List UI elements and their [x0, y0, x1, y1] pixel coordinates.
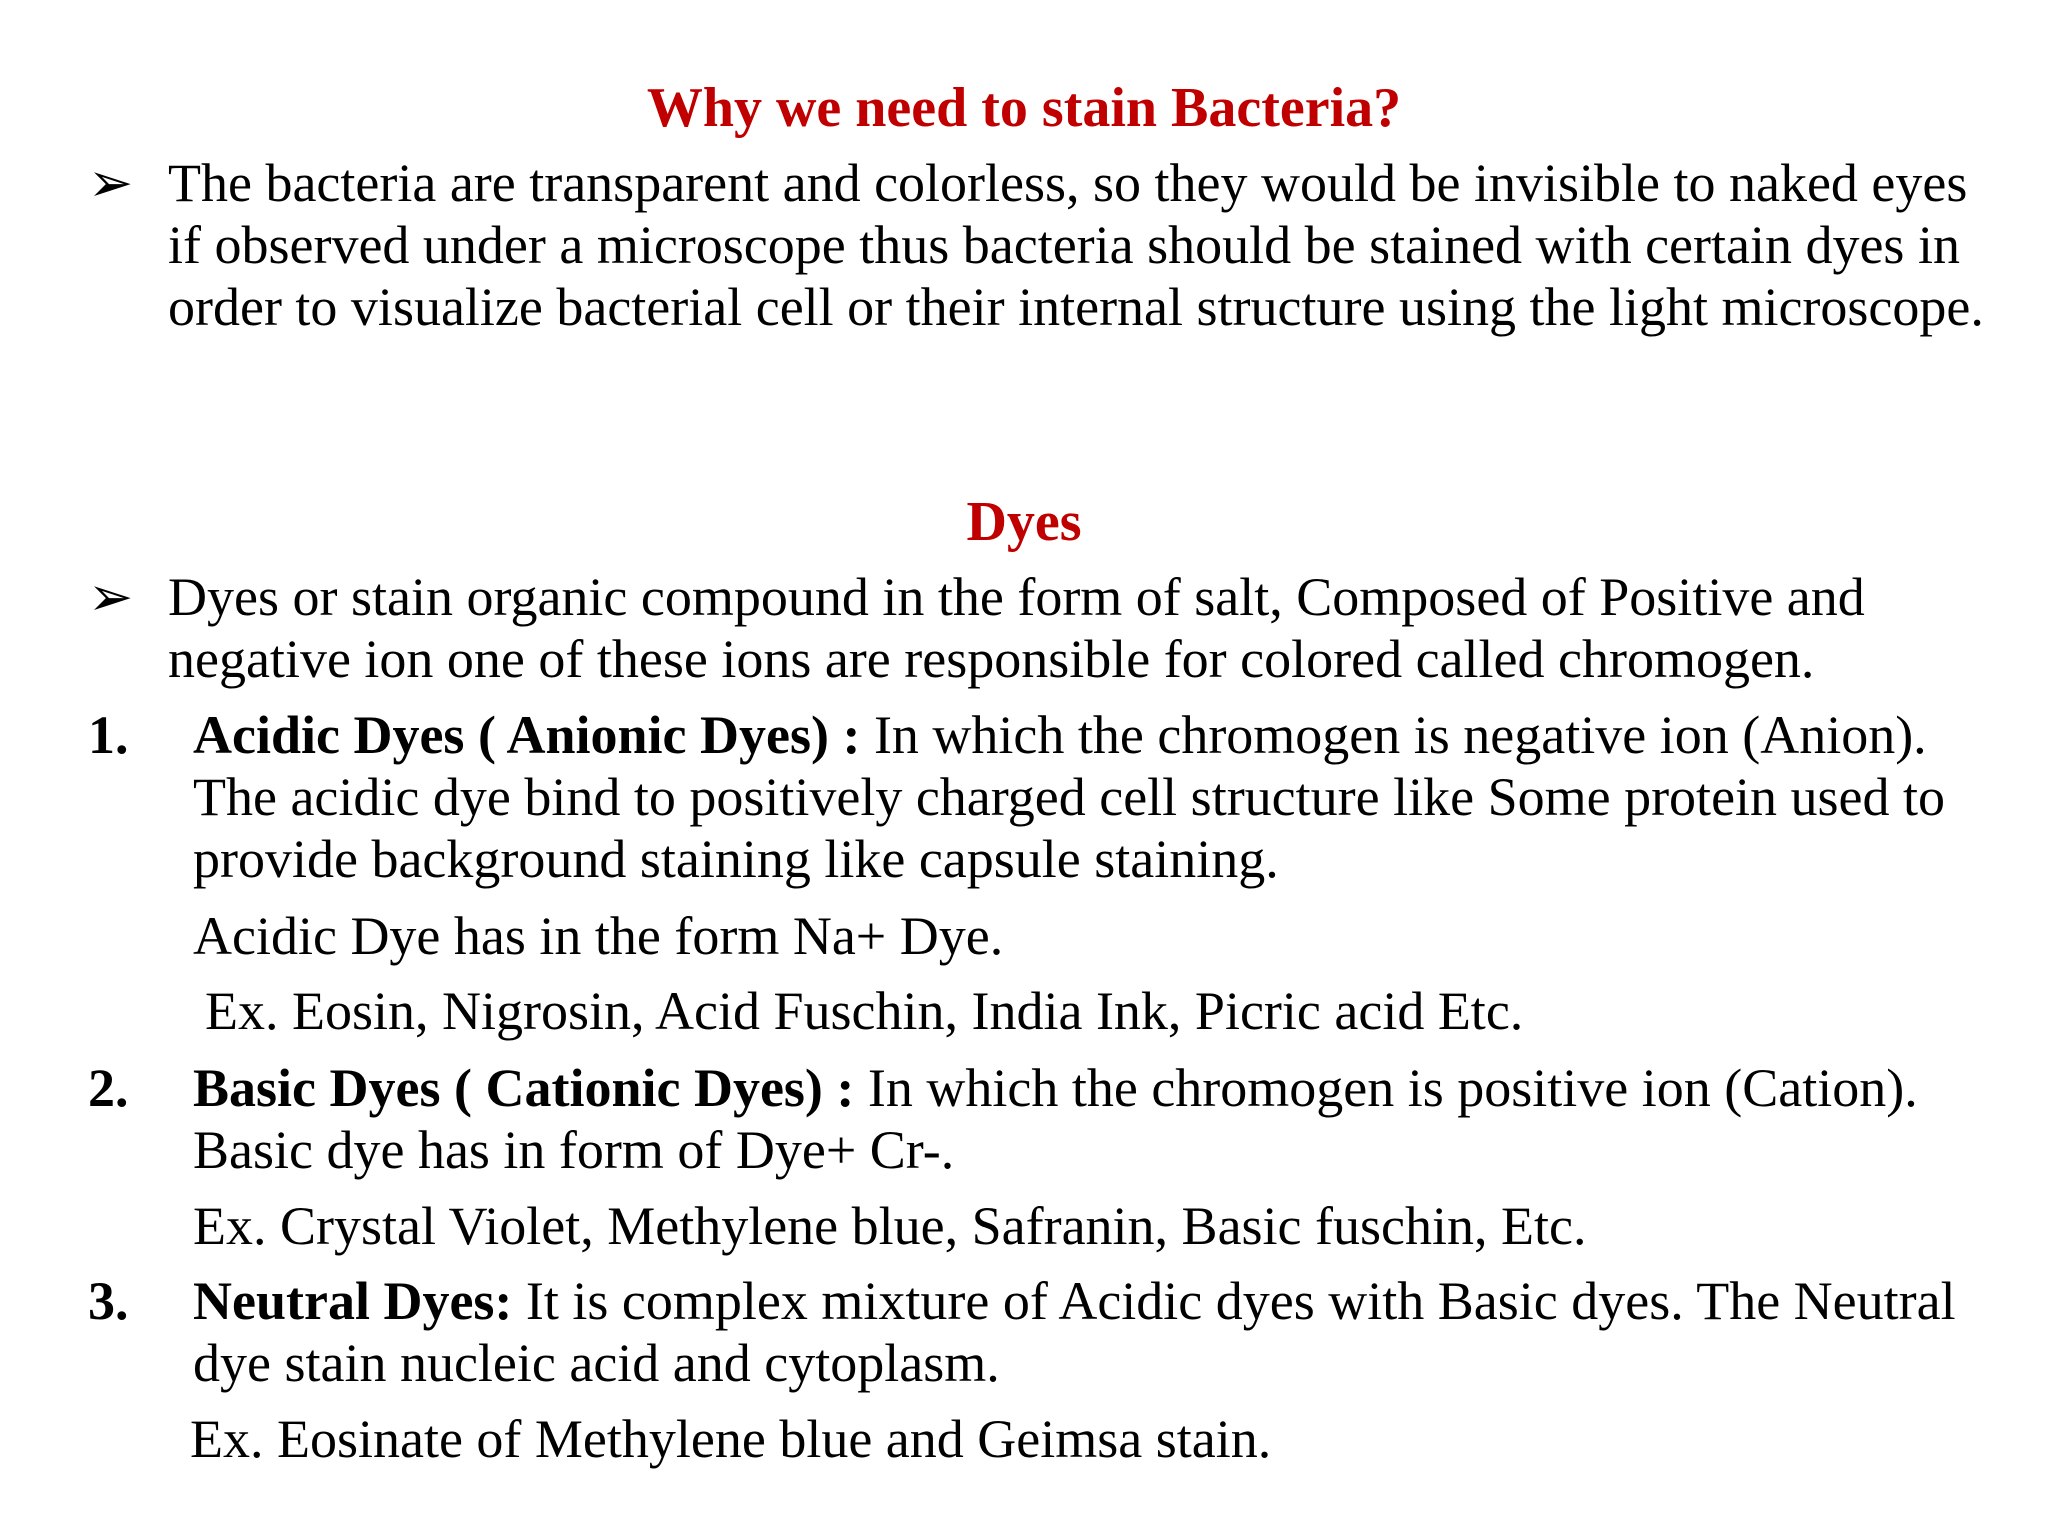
- item-example: Ex. Crystal Violet, Methylene blue, Safranin, Basic fuschin, Etc.: [193, 1196, 1587, 1256]
- arrow-bullet-icon: ➢: [88, 567, 134, 627]
- list-item-neutral-dyes: [193, 1270, 2003, 1394]
- section-heading-stain-bacteria: Why we need to stain Bacteria?: [646, 77, 1402, 139]
- list-number: 1.: [88, 705, 129, 765]
- list-number: 2.: [88, 1058, 129, 1118]
- item-example: Ex. Eosinate of Methylene blue and Geimsa stain.: [190, 1409, 1272, 1469]
- list-item-basic-dyes: [193, 1057, 2003, 1181]
- bullet-paragraph-dyes-definition: Dyes or stain organic compound in the form of salt, Composed of Positive and negative ion one of these ions are responsible for colored called chromogen.: [168, 567, 1865, 689]
- item-term: Acidic Dyes ( Anionic Dyes) :: [193, 705, 861, 765]
- list-item-acidic-dyes: [193, 704, 2003, 890]
- item-term: Neutral Dyes:: [193, 1271, 513, 1331]
- item-description: In which the chromogen is negative ion (Anion). The acidic dye bind to positively charged cell structure like Some protein used to provide background staining like capsule staining.: [193, 705, 1946, 889]
- section-heading-dyes: Dyes: [966, 491, 1082, 553]
- item-note: Acidic Dye has in the form Na+ Dye.: [193, 906, 1004, 966]
- item-description: It is complex mixture of Acidic dyes with Basic dyes. The Neutral dye stain nucleic acid and cytoplasm.: [193, 1271, 1956, 1393]
- arrow-bullet-icon: ➢: [88, 153, 134, 213]
- bullet-paragraph-transparency: The bacteria are transparent and colorless, so they would be invisible to naked eyes if observed under a microscope thus bacteria should be stained with certain dyes in order to visualize bacterial cell or their internal structure using the light microscope.: [168, 153, 1984, 337]
- item-example: Ex. Eosin, Nigrosin, Acid Fuschin, India Ink, Picric acid Etc.: [205, 981, 1524, 1041]
- item-term: Basic Dyes ( Cationic Dyes) :: [193, 1058, 855, 1118]
- item-description: In which the chromogen is positive ion (Cation). Basic dye has in form of Dye+ Cr-.: [193, 1058, 1918, 1180]
- list-number: 3.: [88, 1271, 129, 1331]
